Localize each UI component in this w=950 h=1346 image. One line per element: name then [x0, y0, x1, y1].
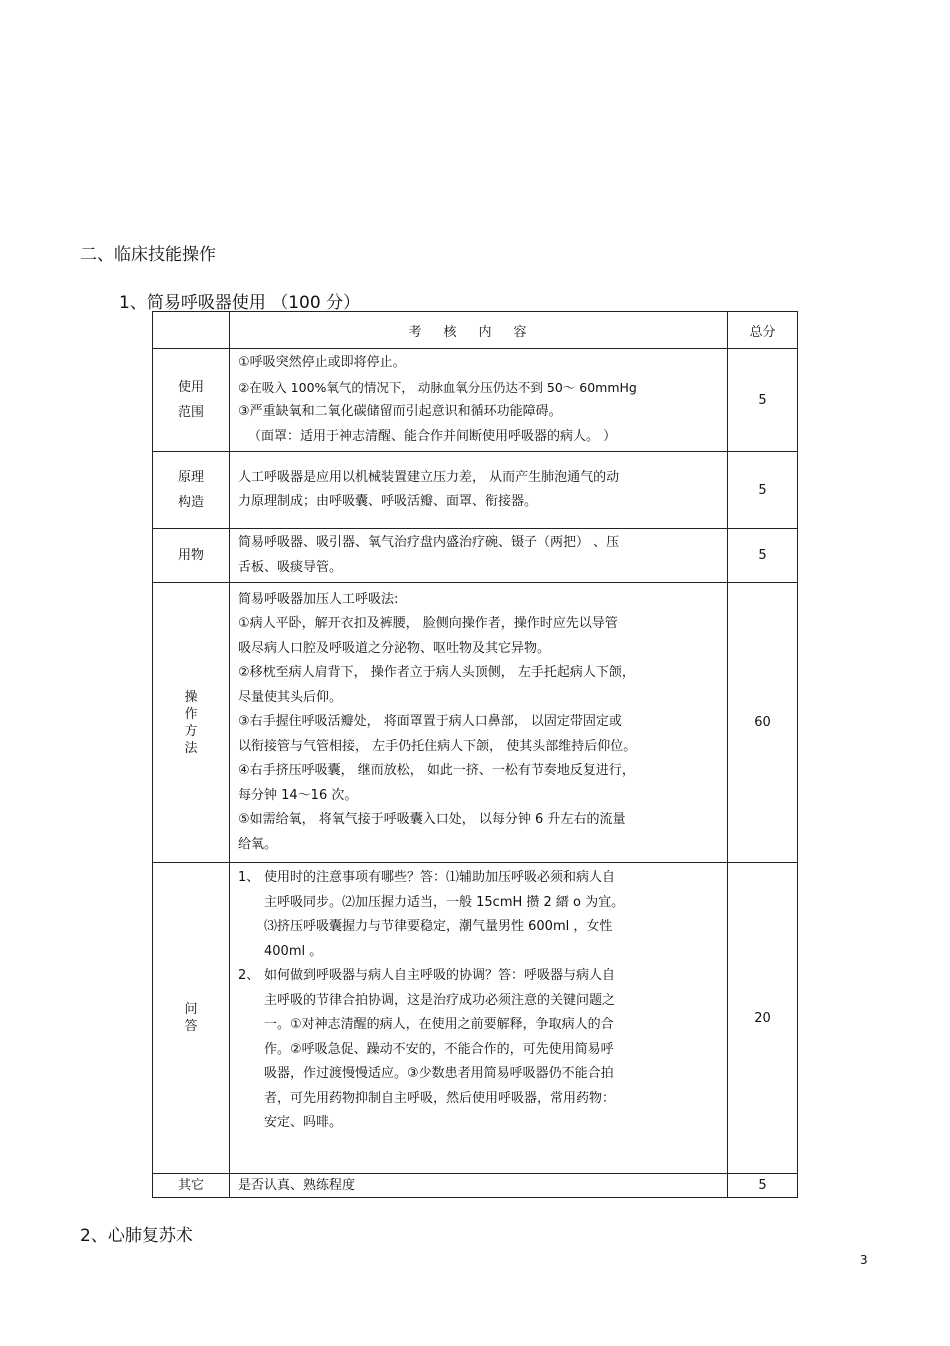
content-line: 吸器，作过渡慢慢适应。③少数患者用简易呼吸器仍不能合拍: [264, 1066, 614, 1081]
row-label-line: 方: [184, 723, 198, 739]
table-row: [153, 529, 798, 583]
row-label-line: 用物: [177, 548, 204, 563]
table-row: [153, 863, 798, 1174]
row-score: 5: [728, 349, 798, 452]
item-heading-2: 2、心肺复苏术: [80, 1226, 193, 1246]
row-label-line: 问: [184, 1002, 198, 1017]
content-line: 主呼吸的节律合拍协调，这是治疗成功必须注意的关键问题之: [264, 992, 616, 1008]
row-label: [153, 349, 230, 452]
content-line: 力原理制成；由呼吸囊、呼吸活瓣、面罩、衔接器。: [238, 494, 538, 509]
row-content: [230, 1174, 728, 1198]
content-line: 简易呼吸器、吸引器、氧气治疗盘内盛治疗碗、镊子（两把） 、压: [238, 535, 620, 550]
row-label-line: 原理: [177, 470, 204, 485]
item-heading-1: 1、简易呼吸器使用 （100 分）: [119, 293, 361, 313]
content-line: 使用时的注意事项有哪些？答：⑴辅助加压呼吸必须和病人自: [264, 870, 616, 885]
header-label-cell: [153, 312, 230, 349]
table-header-row: [153, 312, 798, 349]
content-line: 安定、吗啡。: [264, 1115, 343, 1130]
row-label: [153, 583, 230, 863]
content-line: 者，可先用药物抑制自主呼吸，然后使用呼吸器，常用药物：: [264, 1090, 616, 1106]
table-row: [153, 583, 798, 863]
content-line: 简易呼吸器加压人工呼吸法:: [238, 591, 399, 607]
row-label-line: 范围: [177, 405, 204, 420]
qa-item: [238, 964, 721, 1136]
row-label-line: 使用: [177, 380, 204, 395]
content-line: ①呼吸突然停止或即将停止。: [238, 355, 406, 370]
row-label: [153, 863, 230, 1174]
qa-number: 2、: [238, 968, 260, 983]
content-line: ②移枕至病人肩背下， 操作者立于病人头顶侧， 左手托起病人下颌，: [238, 665, 635, 681]
row-label-line: 法: [184, 740, 198, 756]
row-content: [230, 583, 728, 863]
content-line: （面罩：适用于神志清醒、能合作并间断使用呼吸器的病人。 ）: [248, 428, 617, 444]
row-label-line: 操: [184, 689, 198, 705]
content-line: 舌板、吸痰导管。: [238, 559, 343, 575]
row-label-line: 答: [184, 1019, 198, 1034]
content-line: 每分钟 14～16 次。: [238, 787, 358, 803]
row-content: [230, 452, 728, 529]
content-line: 主呼吸同步。⑵加压握力适当，一般 15cmH 攒 2 縉 o 为宜。: [264, 894, 625, 910]
row-label-line: 其它: [177, 1177, 204, 1193]
header-score-cell: 总分: [728, 312, 798, 349]
content-line: 一。①对神志清醒的病人，在使用之前要解释，争取病人的合: [264, 1017, 614, 1032]
content-line: ⑤如需给氧， 将氧气接于呼吸囊入口处， 以每分钟 6 升左右的流量: [238, 812, 626, 828]
row-content: [230, 349, 728, 452]
qa-number: 1、: [238, 870, 260, 885]
row-score: 5: [728, 452, 798, 529]
table-row: [153, 1174, 798, 1198]
row-score: 60: [728, 583, 798, 863]
table-row: [153, 452, 798, 529]
row-score: 5: [728, 529, 798, 583]
row-content: [230, 863, 728, 1174]
content-line: ④右手挤压呼吸囊， 继而放松， 如此一挤、一松有节奏地反复进行，: [238, 763, 635, 779]
section-heading: 二、临床技能操作: [80, 245, 216, 265]
row-label-line: 构造: [177, 495, 204, 510]
row-label: [153, 1174, 230, 1198]
content-line: ①病人平卧，解开衣扣及裤腰， 脸侧向操作者，操作时应先以导管: [238, 616, 618, 632]
exam-table: [152, 311, 798, 1198]
table-row: [153, 349, 798, 452]
content-line: ③严重缺氧和二氧化碳储留而引起意识和循环功能障碍。: [238, 404, 562, 419]
row-label: [153, 452, 230, 529]
content-line: 400ml 。: [264, 943, 323, 959]
row-label-line: 作: [184, 706, 198, 722]
content-line: 人工呼吸器是应用以机械装置建立压力差， 从而产生肺泡通气的动: [238, 469, 620, 485]
content-line: 尽量使其头后仰。: [238, 689, 343, 705]
page-number: 3: [860, 1253, 868, 1267]
row-content: [230, 529, 728, 583]
content-line: 以衔接管与气管相接， 左手仍托住病人下颌， 使其头部维持后仰位。: [238, 738, 637, 754]
content-line: 给氧。: [238, 836, 278, 852]
row-score: 5: [728, 1174, 798, 1198]
content-line: ⑶挤压呼吸囊握力与节律要稳定，潮气量男性 600ml ，女性: [264, 919, 613, 934]
row-label: [153, 529, 230, 583]
content-line: 吸尽病人口腔及呼吸道之分泌物、呕吐物及其它异物。: [238, 640, 551, 656]
content-line: 如何做到呼吸器与病人自主呼吸的协调？答：呼吸器与病人自: [264, 968, 616, 983]
content-line: 作。②呼吸急促、躁动不安的，不能合作的，可先使用简易呼: [264, 1041, 614, 1057]
content-line: 是否认真、熟练程度: [238, 1177, 356, 1193]
content-line: ②在吸入 100%氧气的情况下， 动脉血氧分压仍达不到 50～ 60mmHg: [238, 379, 637, 395]
header-content-cell: 考核内容: [230, 312, 728, 349]
content-line: ③右手握住呼吸活瓣处， 将面罩置于病人口鼻部， 以固定带固定或: [238, 714, 622, 730]
row-score: 20: [728, 863, 798, 1174]
qa-item: [238, 866, 721, 964]
